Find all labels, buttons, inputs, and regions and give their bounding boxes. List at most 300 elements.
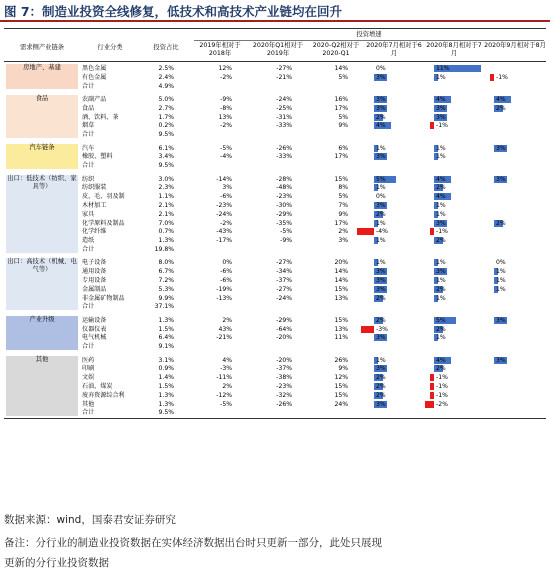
row-industry: 专用设备 xyxy=(82,277,107,284)
row-g19: 43% xyxy=(218,325,232,333)
growth-label-jul: 3% xyxy=(376,153,386,161)
row-industry: 仪器仪表 xyxy=(82,325,107,333)
growth-bar-aug xyxy=(430,122,434,129)
row-g19: -24% xyxy=(216,210,232,218)
growth-label-aug: 2% xyxy=(436,184,446,192)
row-g19: 2% xyxy=(222,316,232,324)
row-g19: -21% xyxy=(216,334,232,342)
growth-label-aug: 4% xyxy=(436,356,446,364)
row-gq2: 8% xyxy=(338,184,348,192)
growth-label-jul: 1% xyxy=(376,184,386,192)
row-share: 6.1% xyxy=(158,144,174,152)
growth-label-jul: 1% xyxy=(376,259,386,267)
growth-bar-aug xyxy=(425,401,434,408)
row-gq2 xyxy=(308,82,348,91)
growth-label-jul: 2% xyxy=(376,383,386,390)
growth-label-aug: 1% xyxy=(436,202,446,209)
row-gq2: 5% xyxy=(338,113,348,121)
row-g20q1: -30% xyxy=(276,202,292,209)
row-industry: 电气机械 xyxy=(82,334,107,342)
row-share: 37.1% xyxy=(154,303,174,311)
title-rule xyxy=(0,20,550,22)
row-gq2: 15% xyxy=(334,285,348,293)
row-g19 xyxy=(192,161,232,170)
row-g19: -3% xyxy=(220,365,232,373)
growth-label-jul: 1% xyxy=(376,237,386,245)
row-g19: -13% xyxy=(216,294,232,302)
header-2019: 2019年相对于2018年 xyxy=(199,42,241,57)
row-gq2: 15% xyxy=(334,175,348,183)
header-growth-group: 投资增速 xyxy=(356,31,382,38)
header-aug: 2020年8月相对于7月 xyxy=(426,42,482,57)
row-g20q1: -48% xyxy=(276,184,292,192)
row-industry: 合计 xyxy=(82,162,95,170)
row-g20q1 xyxy=(248,245,292,254)
row-g19: -2% xyxy=(220,122,232,130)
row-share: 0.7% xyxy=(158,228,174,236)
growth-label-jul: 3% xyxy=(376,104,386,112)
growth-label-jul: 2% xyxy=(376,374,386,382)
growth-label-aug: 1% xyxy=(436,259,446,267)
row-share: 9.5% xyxy=(158,162,174,170)
row-share: 0.9% xyxy=(158,365,174,373)
row-share: 9.5% xyxy=(158,409,174,417)
row-g19: -12% xyxy=(216,391,232,399)
row-gq2: 24% xyxy=(334,400,348,408)
row-gq2: 14% xyxy=(334,65,348,72)
growth-label-jul: 3% xyxy=(376,334,386,342)
row-gq2: 3% xyxy=(338,237,348,245)
row-share: 6.4% xyxy=(158,334,174,342)
row-g20q1: -21% xyxy=(276,73,292,81)
growth-label-aug: 3% xyxy=(436,113,446,121)
row-industry: 家具 xyxy=(82,210,95,218)
row-g19: -19% xyxy=(216,285,232,293)
growth-bar-aug xyxy=(430,228,434,235)
row-g20q1: -29% xyxy=(276,210,292,218)
growth-label-jul: 2% xyxy=(376,210,386,218)
growth-label-jul: 3% xyxy=(376,285,386,293)
row-industry: 非金属矿物制品 xyxy=(82,294,125,302)
growth-label-aug: -1% xyxy=(436,374,448,382)
row-industry: 电子设备 xyxy=(82,259,107,267)
row-gq2 xyxy=(308,161,348,170)
row-g20q1: -32% xyxy=(276,391,292,399)
row-share: 2.4% xyxy=(158,73,174,81)
growth-label-sep: 0% xyxy=(496,259,506,267)
growth-label-aug: 5% xyxy=(436,316,446,324)
row-share: 2.1% xyxy=(158,210,174,218)
row-gq2 xyxy=(308,408,348,417)
row-g20q1: -31% xyxy=(276,113,292,121)
row-g19 xyxy=(192,302,232,311)
growth-label-aug: 11% xyxy=(436,65,450,72)
row-gq2: 26% xyxy=(334,356,348,364)
row-industry: 化学原料及制品 xyxy=(82,219,125,227)
growth-label-aug: 4% xyxy=(436,175,446,183)
growth-label-aug: -1% xyxy=(436,383,448,390)
row-gq2: 15% xyxy=(334,391,348,399)
row-gq2: 14% xyxy=(334,277,348,284)
row-g19: -8% xyxy=(220,104,232,112)
group-label: 出口：低技术（纺织、家具等） xyxy=(7,174,77,190)
row-g19: 12% xyxy=(218,65,232,72)
header-bottom-rule xyxy=(4,61,546,62)
group-cell xyxy=(6,144,78,169)
row-g19: -9% xyxy=(220,96,232,103)
row-g20q1: -27% xyxy=(276,65,292,72)
row-g20q1: -24% xyxy=(276,96,292,103)
row-g20q1 xyxy=(248,161,292,170)
growth-label-jul: 0% xyxy=(376,193,386,201)
row-gq2: 11% xyxy=(334,334,348,342)
row-gq2: 5% xyxy=(338,73,348,81)
growth-label-aug: 2% xyxy=(436,325,446,333)
row-share: 4.9% xyxy=(158,82,174,90)
growth-label-sep: -1% xyxy=(496,73,508,81)
row-g19: -17% xyxy=(216,237,232,245)
growth-label-aug: 1% xyxy=(436,210,446,218)
row-industry: 医药 xyxy=(82,356,95,364)
table-bottom-rule xyxy=(4,418,546,419)
growth-label-jul: 1% xyxy=(376,356,386,364)
header-2020q2: 2020-Q2相对于2020-Q1 xyxy=(312,42,360,57)
row-g19: -6% xyxy=(220,268,232,276)
growth-bar-aug xyxy=(430,374,434,381)
row-g20q1: -23% xyxy=(276,383,292,390)
header-group-rule xyxy=(194,40,544,41)
growth-label-sep: 1% xyxy=(496,285,506,293)
growth-label-sep: 4% xyxy=(496,96,506,103)
row-industry: 纺织 xyxy=(82,175,95,183)
row-gq2: 6% xyxy=(338,144,348,152)
table-top-rule xyxy=(4,28,546,29)
growth-bar-sep xyxy=(490,74,494,81)
growth-label-jul: -3% xyxy=(376,325,388,333)
row-gq2: 9% xyxy=(338,365,348,373)
group-cell xyxy=(6,95,78,138)
row-gq2: 17% xyxy=(334,153,348,161)
growth-label-jul: -4% xyxy=(376,228,388,236)
growth-label-jul: 3% xyxy=(376,96,386,103)
row-gq2: 16% xyxy=(334,96,348,103)
group-label: 产业升级 xyxy=(29,315,55,323)
row-gq2: 14% xyxy=(334,268,348,276)
row-g20q1 xyxy=(248,130,292,139)
group-cell xyxy=(6,258,78,310)
growth-label-aug: -1% xyxy=(436,122,448,130)
growth-label-jul: 3% xyxy=(376,73,386,81)
group-label: 食品 xyxy=(35,95,49,102)
growth-label-sep: 2% xyxy=(496,219,506,227)
growth-label-jul: 3% xyxy=(376,202,386,209)
row-g19: -43% xyxy=(216,228,232,236)
growth-label-sep: 3% xyxy=(496,356,506,364)
row-gq2 xyxy=(308,245,348,254)
growth-label-aug: 3% xyxy=(436,268,446,276)
row-g20q1: -29% xyxy=(276,316,292,324)
growth-label-aug: 3% xyxy=(436,219,446,227)
group-cell xyxy=(6,316,78,350)
growth-label-jul: 1% xyxy=(376,144,386,152)
growth-bar-aug xyxy=(430,383,434,390)
row-industry: 食品 xyxy=(82,104,95,112)
growth-label-jul: 2% xyxy=(376,113,386,121)
row-industry: 木材加工 xyxy=(82,202,107,209)
growth-bar-aug xyxy=(430,392,434,399)
growth-label-jul: 3% xyxy=(376,365,386,373)
row-g20q1: -25% xyxy=(276,104,292,112)
growth-label-aug: 2% xyxy=(436,237,446,245)
row-industry: 烟草 xyxy=(82,122,95,130)
row-share: 1.3% xyxy=(158,400,174,408)
growth-label-sep: 3% xyxy=(496,316,506,324)
row-g20q1 xyxy=(248,342,292,351)
row-g19: -5% xyxy=(220,144,232,152)
growth-bar-jul xyxy=(361,326,374,333)
note-line-2: 更新的分行业投资数据 xyxy=(4,557,109,569)
row-share: 9.9% xyxy=(158,294,174,302)
group-label: 汽车链条 xyxy=(29,143,55,151)
row-gq2: 17% xyxy=(334,104,348,112)
row-industry: 运输设备 xyxy=(82,316,107,324)
row-industry: 造纸 xyxy=(82,237,95,245)
row-g19: 0% xyxy=(222,259,232,267)
growth-label-aug: 1% xyxy=(436,144,446,152)
row-g20q1: -33% xyxy=(276,153,292,161)
row-share: 2.5% xyxy=(158,65,174,72)
row-share: 5.0% xyxy=(158,96,174,103)
row-industry: 汽车 xyxy=(82,144,95,152)
row-gq2: 20% xyxy=(334,259,348,267)
row-g20q1: -27% xyxy=(276,259,292,267)
growth-label-sep: 1% xyxy=(496,268,506,276)
row-gq2: 15% xyxy=(334,316,348,324)
row-gq2: 17% xyxy=(334,219,348,227)
row-g19: -14% xyxy=(216,175,232,183)
growth-label-aug: 1% xyxy=(436,277,446,284)
row-g20q1: -64% xyxy=(276,325,292,333)
row-share: 3.1% xyxy=(158,356,174,364)
row-industry: 石油、煤炭 xyxy=(82,383,113,390)
header-2020q1: 2020年Q1相对于2019年 xyxy=(252,42,304,57)
row-g19: -5% xyxy=(220,400,232,408)
row-share: 9.5% xyxy=(158,131,174,139)
row-g20q1: -5% xyxy=(280,228,292,236)
row-share: 7.0% xyxy=(158,219,174,227)
row-gq2: 13% xyxy=(334,325,348,333)
row-gq2: 9% xyxy=(338,210,348,218)
row-industry: 合计 xyxy=(82,131,95,139)
group-cell xyxy=(6,356,78,417)
row-share: 2.1% xyxy=(158,202,174,209)
row-g20q1: -23% xyxy=(276,193,292,201)
row-g20q1 xyxy=(248,82,292,91)
row-g19 xyxy=(192,245,232,254)
header-industry: 行业分类 xyxy=(97,44,123,51)
row-g19: -6% xyxy=(220,277,232,284)
row-g20q1: -20% xyxy=(276,334,292,342)
growth-label-aug: 1% xyxy=(436,153,446,161)
row-g19: 4% xyxy=(222,356,232,364)
growth-label-jul: 2% xyxy=(376,316,386,324)
row-share: 2.7% xyxy=(158,104,174,112)
growth-label-aug: 3% xyxy=(436,104,446,112)
row-g20q1: -26% xyxy=(276,400,292,408)
row-share: 1.4% xyxy=(158,374,174,382)
row-industry: 皮、毛、羽及制 xyxy=(82,193,125,201)
row-industry: 合计 xyxy=(82,343,95,351)
growth-label-aug: 1% xyxy=(436,294,446,302)
investment-table xyxy=(4,28,546,498)
row-share: 0.2% xyxy=(158,122,174,130)
row-g20q1 xyxy=(248,302,292,311)
growth-label-jul: 2% xyxy=(376,294,386,302)
growth-label-jul: 3% xyxy=(376,268,386,276)
row-share: 1.3% xyxy=(158,237,174,245)
growth-label-jul: 2% xyxy=(376,391,386,399)
row-g19 xyxy=(192,130,232,139)
growth-label-aug: 2% xyxy=(436,285,446,293)
growth-label-jul: 3% xyxy=(376,400,386,408)
row-share: 3.0% xyxy=(158,175,174,183)
row-gq2: 7% xyxy=(338,202,348,209)
growth-label-aug: -1% xyxy=(436,228,448,236)
row-g19 xyxy=(192,408,232,417)
row-gq2 xyxy=(308,342,348,351)
row-g20q1: -33% xyxy=(276,122,292,130)
growth-label-sep: 3% xyxy=(496,144,506,152)
row-gq2: 12% xyxy=(334,374,348,382)
growth-label-aug: 4% xyxy=(436,193,446,201)
row-g19 xyxy=(192,82,232,91)
row-share: 9.1% xyxy=(158,343,174,351)
row-g20q1: -9% xyxy=(280,237,292,245)
growth-label-jul: 3% xyxy=(376,277,386,284)
row-g19 xyxy=(192,342,232,351)
row-g19: -23% xyxy=(216,202,232,209)
note-line-1: 备注：分行业的制造业投资数据在实体经济数据出台时只更新一部分，此处只展现 xyxy=(4,537,382,549)
growth-label-aug: 1% xyxy=(436,73,446,81)
row-g20q1: -24% xyxy=(276,294,292,302)
growth-label-sep: 2% xyxy=(496,104,506,112)
row-g19: 3% xyxy=(222,184,232,192)
row-g20q1: -26% xyxy=(276,144,292,152)
row-gq2: 9% xyxy=(338,122,348,130)
row-industry: 合计 xyxy=(82,82,95,90)
row-g19: 2% xyxy=(222,383,232,390)
row-industry: 化学纤维 xyxy=(82,228,107,236)
row-gq2 xyxy=(308,302,348,311)
row-share: 1.1% xyxy=(158,193,174,201)
row-g19: -11% xyxy=(216,374,232,382)
row-g19: -4% xyxy=(220,153,232,161)
row-industry: 金属制品 xyxy=(82,285,107,293)
row-g20q1: -20% xyxy=(276,356,292,364)
row-industry: 农副产品 xyxy=(82,96,107,103)
row-industry: 有色金属 xyxy=(82,73,107,81)
row-gq2: 5% xyxy=(338,193,348,201)
row-g19: -2% xyxy=(220,73,232,81)
row-gq2: 15% xyxy=(334,383,348,390)
growth-label-jul: 0% xyxy=(376,65,386,72)
row-gq2: 2% xyxy=(338,228,348,236)
growth-label-aug: -1% xyxy=(436,391,448,399)
row-industry: 印刷 xyxy=(82,365,95,373)
row-g20q1: -35% xyxy=(276,219,292,227)
row-g20q1: -27% xyxy=(276,285,292,293)
row-share: 1.7% xyxy=(158,113,174,121)
row-g20q1: -38% xyxy=(276,374,292,382)
row-industry: 文娱 xyxy=(82,374,95,382)
row-gq2: 13% xyxy=(334,294,348,302)
row-share: 1.5% xyxy=(158,325,174,333)
row-industry: 黑色金属 xyxy=(82,65,107,72)
row-share: 19.8% xyxy=(154,246,174,253)
group-label: 其他 xyxy=(35,355,49,363)
row-share: 8.0% xyxy=(158,259,174,267)
growth-label-aug: 2% xyxy=(436,365,446,373)
row-share: 6.7% xyxy=(158,268,174,276)
row-share: 1.3% xyxy=(158,316,174,324)
row-g20q1: -34% xyxy=(276,268,292,276)
row-g19: -2% xyxy=(220,219,232,227)
group-label: 出口：高技术（机械、电气等） xyxy=(7,258,77,274)
row-share: 3.4% xyxy=(158,153,174,161)
row-g20q1: -28% xyxy=(276,175,292,183)
growth-label-jul: 1% xyxy=(376,219,386,227)
row-industry: 废弃资源综合利 xyxy=(82,391,125,399)
growth-label-aug: 4% xyxy=(436,96,446,103)
group-cell xyxy=(6,64,78,89)
row-gq2 xyxy=(308,130,348,139)
growth-bar-jul xyxy=(357,228,374,235)
header-sep: 2020年9月相对于8月 xyxy=(484,42,546,49)
row-industry: 通用设备 xyxy=(82,268,107,276)
header-share: 投资占比 xyxy=(153,44,179,51)
row-share: 7.2% xyxy=(158,277,174,284)
row-industry: 酒、饮料、茶 xyxy=(82,113,119,121)
row-industry: 橡胶、塑料 xyxy=(82,153,113,161)
growth-label-jul: 5% xyxy=(376,175,386,183)
row-g20q1: -37% xyxy=(276,365,292,373)
group-cell xyxy=(6,175,78,253)
row-g20q1 xyxy=(248,408,292,417)
row-g19: -6% xyxy=(220,193,232,201)
growth-label-sep: 3% xyxy=(496,175,506,183)
row-industry: 合计 xyxy=(82,303,95,311)
row-g19: 13% xyxy=(218,113,232,121)
row-share: 1.3% xyxy=(158,391,174,399)
growth-label-aug: 1% xyxy=(436,334,446,342)
header-jul: 2020年7月相对于6月 xyxy=(366,42,422,57)
header-chain: 需求侧产业链条 xyxy=(19,44,65,51)
row-industry: 纺织服装 xyxy=(82,184,107,192)
row-industry: 其他 xyxy=(82,400,95,408)
growth-label-sep: 1% xyxy=(496,277,506,284)
row-share: 5.3% xyxy=(158,285,174,293)
growth-label-aug: -2% xyxy=(436,400,448,408)
figure-title: 图 7：制造业投资全线修复，低技术和高技术产业链均在回升 xyxy=(4,4,343,19)
row-industry: 合计 xyxy=(82,246,95,253)
data-source: 数据来源：wind，国泰君安证券研究 xyxy=(4,514,176,526)
group-label: 房地产、基建 xyxy=(23,64,61,71)
row-g20q1: -37% xyxy=(276,277,292,284)
row-industry: 合计 xyxy=(82,409,95,417)
growth-label-jul: 4% xyxy=(376,122,386,130)
row-share: 1.5% xyxy=(158,383,174,390)
row-share: 2.3% xyxy=(158,184,174,192)
